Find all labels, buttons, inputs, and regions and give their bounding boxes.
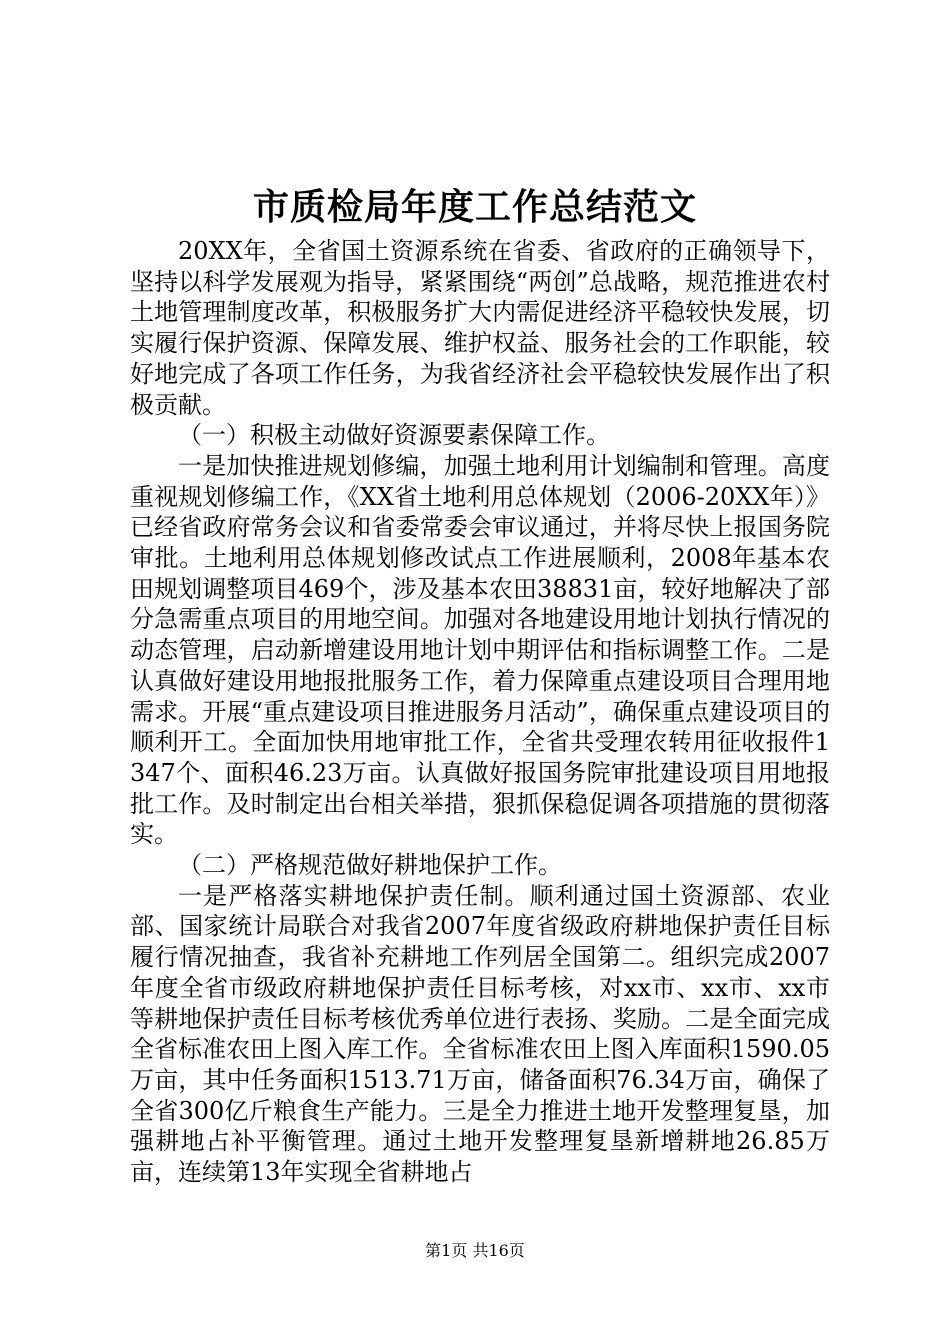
page-number-footer: 第1页 共16页 [425, 1241, 525, 1260]
section-2-paragraph: 一是严格落实耕地保护责任制。顺利通过国土资源部、农业部、国家统计局联合对我省2007年度省级政府耕地保护责任目标履行情况抽查，我省补充耕地工作列居全国第二。组织完成2007年度全省市级政府耕地保护责任目标考核，对xx市、xx市、xx市等耕地保护责任目标考核优秀单位进行表扬、奖励。二是全面完成全省标准农田上图入库工作。全省标准农田上图入库面积1590.05万亩，其中任务面积1513.71万亩，储备面积76.34万亩，确保了全省300亿斤粮食生产能力。三是全力推进土地开发整理复垦，加强耕地占补平衡管理。通过土地开发整理复垦新增耕地26.85万亩，连续第13年实现全省耕地占 [130, 881, 830, 1187]
document-title: 市质检局年度工作总结范文 [252, 186, 697, 228]
section-heading-1: （一）积极主动做好资源要素保障工作。 [178, 421, 610, 450]
document-body [130, 236, 830, 1188]
intro-paragraph: 20XX年，全省国土资源系统在省委、省政府的正确领导下，坚持以科学发展观为指导，紧紧围绕“两创”总战略，规范推进农村土地管理制度改革，积极服务扩大内需促进经济平稳较快发展，切实履行保护资源、保障发展、维护权益、服务社会的工作职能，较好地完成了各项工作任务，为我省经济社会平稳较快发展作出了积极贡献。 [130, 237, 830, 419]
section-1-paragraph: 一是加快推进规划修编，加强土地利用计划编制和管理。高度重视规划修编工作，《XX省土地利用总体规划（2006-20XX年）》已经省政府常务会议和省委常委会审议通过，并将尽快上报国务院审批。土地利用总体规划修改试点工作进展顺利，2008年基本农田规划调整项目469个，涉及基本农田38831亩，较好地解决了部分急需重点项目的用地空间。加强对各地建设用地计划执行情况的动态管理，启动新增建设用地计划中期评估和指标调整工作。二是认真做好建设用地报批服务工作，着力保障重点建设项目合理用地需求。开展“重点建设项目推进服务月活动”，确保重点建设项目的顺利开工。全面加快用地审批工作，全省共受理农转用征收报件1347个、面积46.23万亩。认真做好报国务院审批建设项目用地报批工作。及时制定出台相关举措，狠抓保稳促调各项措施的贯彻落实。 [130, 451, 830, 849]
section-heading-2: （二）严格规范做好耕地保护工作。 [178, 851, 562, 880]
